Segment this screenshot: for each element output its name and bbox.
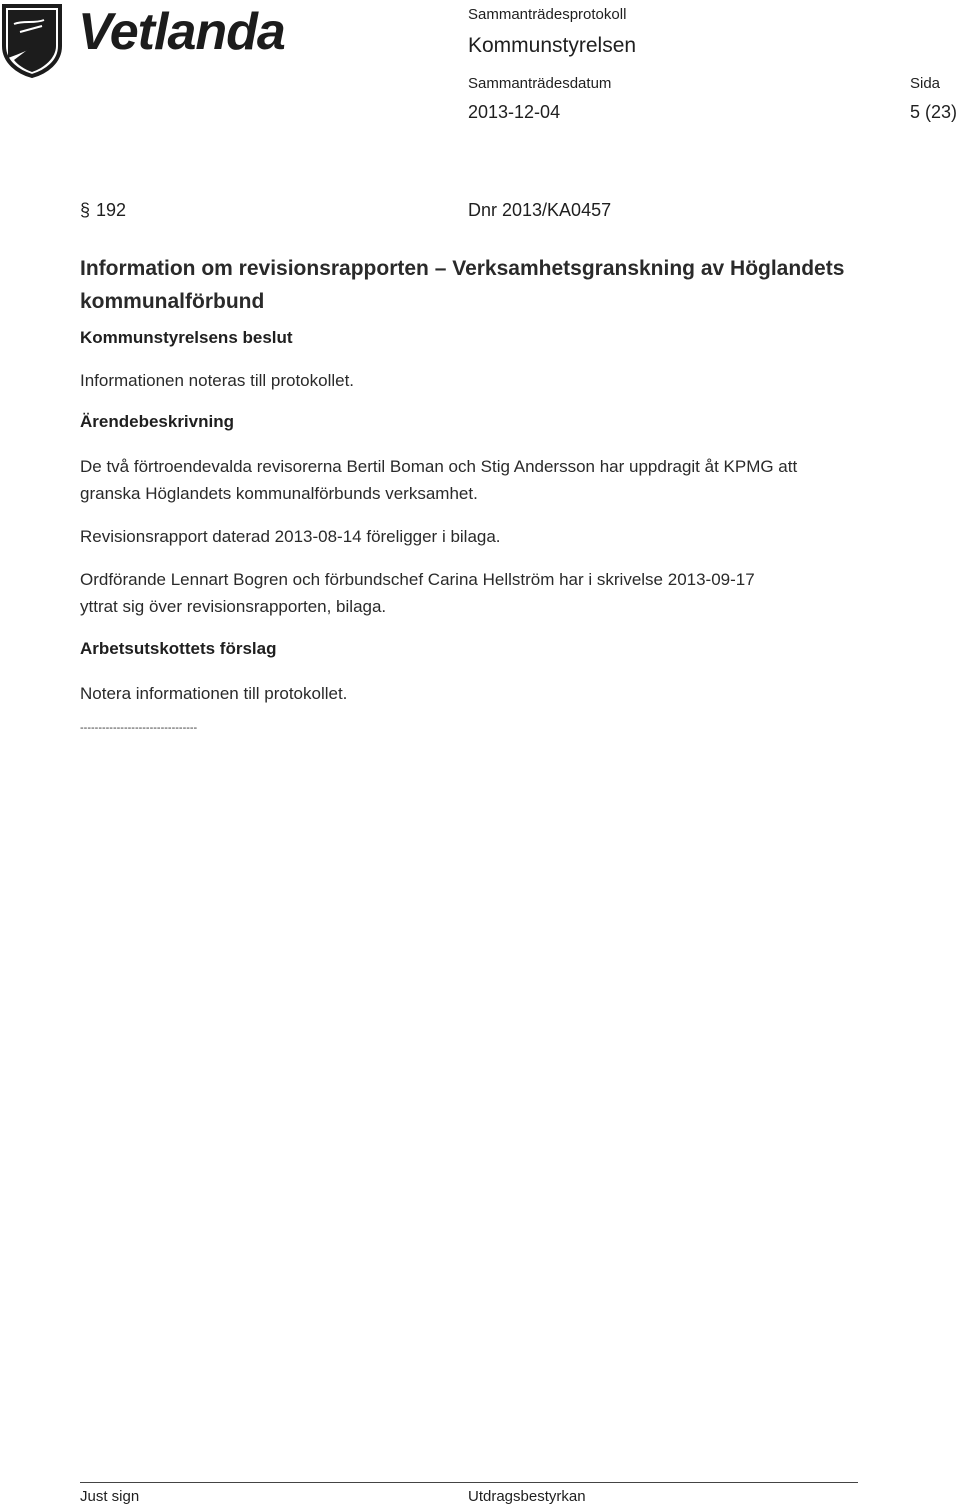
decision-text: Informationen noteras till protokollet.	[80, 371, 355, 390]
dashed-separator: --------------------------------	[80, 722, 198, 734]
footer-rule	[80, 1482, 858, 1483]
case-number: 192	[96, 200, 127, 220]
page-number: 5 (23)	[910, 102, 958, 122]
municipal-crest-icon	[0, 2, 64, 78]
body-name: Kommunstyrelsen	[468, 34, 637, 57]
case-dnr: Dnr 2013/KA0457	[468, 200, 612, 220]
date-label: Sammanträdesdatum	[468, 75, 612, 92]
proposal-heading: Arbetsutskottets förslag	[80, 639, 277, 658]
section-mark: §	[80, 200, 91, 220]
description-paragraph: Ordförande Lennart Bogren och förbundschef Carina Hellström har i skrivelse 2013-09-17 yttrat sig över revisionsrapporten, bilaga.	[80, 570, 755, 616]
proposal-text: Notera informationen till protokollet.	[80, 684, 348, 703]
footer-utdragsbestyrkan: Utdragsbestyrkan	[468, 1488, 586, 1505]
case-title: Information om revisionsrapporten – Verksamhetsgranskning av Höglandets kommunalförbund	[80, 257, 845, 313]
page-label: Sida	[910, 75, 941, 92]
logo-wordmark: Vetlanda	[78, 3, 285, 61]
footer-just-sign: Just sign	[80, 1488, 140, 1505]
description-paragraph: De två förtroendevalda revisorerna Bertil Boman och Stig Andersson har uppdragit åt KPMG att granska Höglandets kommunalförbunds verksamhet.	[80, 457, 798, 503]
decision-heading: Kommunstyrelsens beslut	[80, 328, 293, 347]
description-paragraph: Revisionsrapport daterad 2013-08-14 föreligger i bilaga.	[80, 527, 501, 546]
protocol-label: Sammanträdesprotokoll	[468, 6, 627, 23]
description-heading: Ärendebeskrivning	[80, 412, 234, 431]
meeting-date: 2013-12-04	[468, 102, 561, 122]
